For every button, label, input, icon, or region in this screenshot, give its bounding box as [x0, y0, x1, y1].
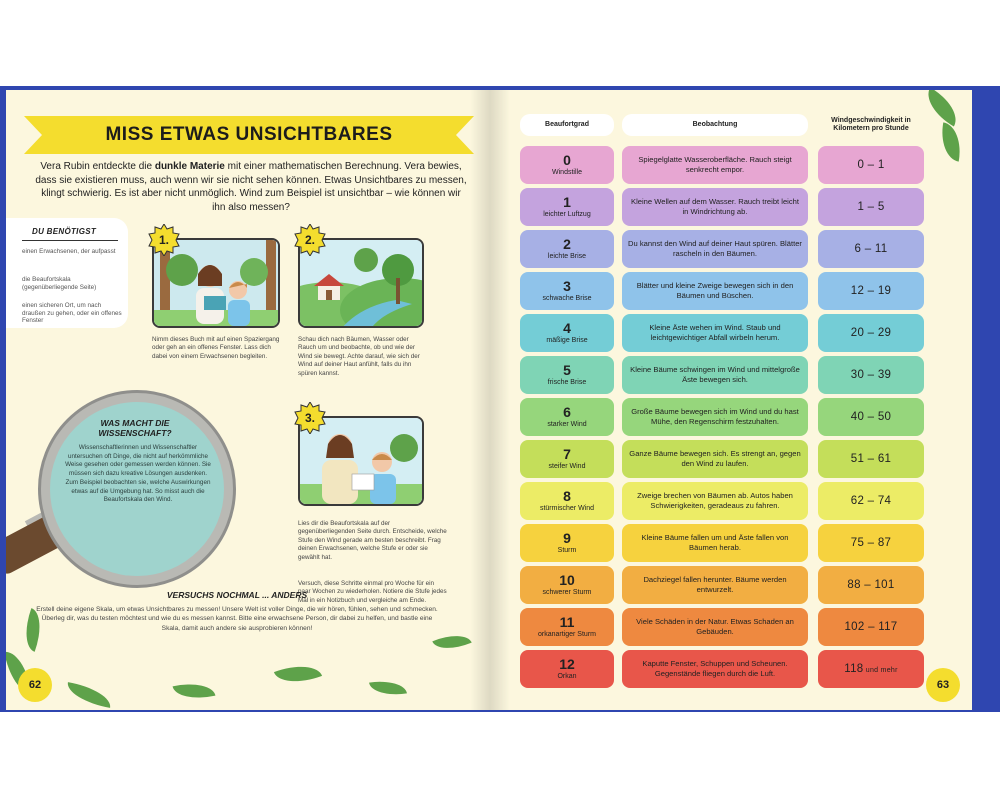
wind-speed-range: 75 – 87 [850, 537, 892, 549]
observation-cell [622, 482, 808, 520]
wind-speed-range: 20 – 29 [850, 327, 892, 339]
beaufort-grade-cell [520, 440, 614, 478]
beaufort-grade-number: 10 [559, 572, 575, 588]
wind-speed-cell [818, 314, 924, 352]
wind-speed-cell [818, 398, 924, 436]
beaufort-grade-number: 2 [563, 236, 571, 252]
beaufort-grade-name: schwerer Sturm [542, 589, 592, 596]
observation-cell [622, 230, 808, 268]
step-2-text: Schau dich nach Bäumen, Wasser oder Rauch um und beobachte, ob und wie der Wind sie bewegt. Achte darauf, wie sich der Wind auf deiner Haut anfühlt, falls du ihn spüren kannst. [298, 336, 420, 377]
leaf-decoration [919, 90, 965, 127]
beaufort-grade-number: 3 [563, 278, 571, 294]
wind-speed-value [857, 201, 884, 213]
wind-speed-range: 118 [844, 663, 864, 675]
beaufort-grade-number: 9 [563, 530, 571, 546]
leaf-decoration [274, 657, 322, 691]
page-number-left: 62 [18, 668, 52, 702]
observation-cell [622, 272, 808, 310]
observation-cell [622, 398, 808, 436]
wind-speed-value [844, 621, 897, 633]
header-observation: Beobachtung [622, 114, 808, 136]
beaufort-grade-cell [520, 566, 614, 604]
observation-text: Dachziegel fallen herunter. Bäume werden entwurzelt. [643, 575, 787, 594]
step-3-text: Lies dir die Beaufortskala auf der gegenüberliegenden Seite durch. Entscheide, welche Stufe den Wind gerade am besten beschreibt. Frag deinen Erwachsenen, welche Stufe er oder sie gewählt hat. [298, 520, 447, 561]
page-number-right: 63 [926, 668, 960, 702]
observation-text: Zweige brechen von Bäumen ab. Autos haben Schwierigkeiten, geradeaus zu fahren. [637, 491, 793, 510]
leaf-decoration [369, 678, 407, 699]
step-3-number: 3. [304, 411, 315, 425]
beaufort-grade-name: steifer Wind [548, 463, 586, 470]
wind-speed-range: 30 – 39 [850, 369, 892, 381]
step-1-number: 1. [158, 233, 169, 247]
beaufort-grade-number: 4 [563, 320, 571, 336]
observation-cell [622, 440, 808, 478]
science-text: Wissenschaftlerinnen und Wissenschaftler untersuchen oft Dinge, die nicht auf herkömmliche Weise gesehen oder gemessen werden können. Sie müssen sich dazu kreative Lösungen ausdenken. Zum Beispiel beobachten sie, welche Auswirkungen etwas auf die Umgebung hat. So misst auch die Beaufortskala den Wind. [65, 444, 211, 504]
beaufort-grade-cell [520, 272, 614, 310]
observation-text: Kleine Bäume schwingen im Wind und mittelgroße Äste bewegen sich. [630, 365, 800, 384]
wind-speed-value [851, 411, 891, 423]
left-page [6, 90, 490, 710]
observation-text: Kleine Wellen auf dem Wasser. Rauch treibt leicht in Windrichtung ab. [631, 197, 799, 216]
wind-speed-range: 51 – 61 [850, 453, 892, 465]
needs-item: einen sicheren Ort, um nach draußen zu gehen, oder ein offenes Fenster [22, 302, 122, 325]
wind-speed-cell [818, 482, 924, 520]
wind-speed-cell [818, 230, 924, 268]
wind-speed-range: 0 – 1 [857, 159, 885, 171]
beaufort-grade-cell [520, 188, 614, 226]
book-gutter [470, 90, 510, 710]
beaufort-grade-name: Sturm [557, 547, 577, 554]
observation-text: Spiegelglatte Wasseroberfläche. Rauch steigt senkrecht empor. [638, 155, 792, 174]
observation-cell [622, 356, 808, 394]
beaufort-grade-cell [520, 482, 614, 520]
wind-speed-cell [818, 608, 924, 646]
intro-part-2: mit einer mathematischen Berechnung. Vera bewies, dass sie existieren muss, auch wenn wir sie nicht sehen können. Etwas Unsichtbares zu messen, klingt schwierig. Es ist aber nicht unmöglich. Wind zum Beispiel ist unsichtbar – wie können wir ihn also messen? [35, 161, 467, 213]
wind-speed-cell [818, 440, 924, 478]
beaufort-grade-cell [520, 608, 614, 646]
beaufort-grade-name: leichte Brise [547, 253, 587, 260]
wind-speed-value [851, 537, 891, 549]
observation-cell [622, 608, 808, 646]
intro-part-1: Vera Rubin entdeckte die [40, 161, 155, 172]
intro-text [34, 160, 468, 214]
observation-text: Kleine Äste wehen im Wind. Staub und leichtgewichtiger Abfall wirbeln herum. [649, 323, 781, 342]
leaf-decoration [65, 682, 113, 708]
beaufort-grade-number: 0 [563, 152, 571, 168]
intro-bold: dunkle Materie [154, 161, 225, 172]
header-beaufort-grade: Beaufortgrad [520, 114, 614, 136]
step-2-badge [294, 224, 326, 256]
leaf-decoration [937, 122, 965, 161]
wind-speed-value [855, 243, 888, 255]
wind-speed-cell [818, 650, 924, 688]
beaufort-grade-number: 5 [563, 362, 571, 378]
wind-speed-value [851, 327, 891, 339]
beaufort-grade-cell [520, 230, 614, 268]
observation-text: Kaputte Fenster, Schuppen und Scheunen. Gegenstände fliegen durch die Luft. [642, 659, 788, 678]
beaufort-grade-name: leichter Luftzug [543, 211, 591, 218]
wind-speed-value [847, 579, 894, 591]
wind-speed-range: 12 – 19 [850, 285, 892, 297]
beaufort-grade-number: 11 [559, 614, 575, 630]
needs-item: die Beaufortskala (gegenüberliegende Seite) [22, 276, 97, 291]
needs-divider [22, 240, 118, 241]
wind-speed-range: 1 – 5 [857, 201, 885, 213]
observation-cell [622, 566, 808, 604]
beaufort-grade-number: 12 [559, 656, 575, 672]
wind-speed-cell [818, 356, 924, 394]
step-1-text: Nimm dieses Buch mit auf einen Spaziergang oder geh an ein offenes Fenster. Lass dich dabei von einem Erwachsenen begleiten. [152, 336, 280, 360]
observation-cell [622, 314, 808, 352]
beaufort-grade-number: 7 [563, 446, 571, 462]
beaufort-grade-cell [520, 146, 614, 184]
science-title: WAS MACHT DIE WISSENSCHAFT? [98, 418, 172, 438]
beaufort-grade-name: Orkan [557, 673, 577, 680]
wind-speed-cell [818, 146, 924, 184]
wind-speed-value [851, 369, 891, 381]
observation-text: Große Bäume bewegen sich im Wind und du hast Mühe, den Regenschirm festzuhalten. [631, 407, 799, 426]
beaufort-grade-cell [520, 524, 614, 562]
beaufort-grade-cell [520, 356, 614, 394]
page-title: MISS ETWAS UNSICHTBARES [105, 124, 393, 145]
beaufort-grade-number: 1 [563, 194, 571, 210]
try-again-title: VERSUCHS NOCHMAL ... ANDERS [166, 590, 308, 600]
wind-speed-cell [818, 188, 924, 226]
step-3-badge [294, 402, 326, 434]
wind-speed-unit: und mehr [863, 667, 898, 674]
observation-text: Viele Schäden in der Natur. Etwas Schaden an Gebäuden. [636, 617, 794, 636]
beaufort-grade-number: 8 [563, 488, 571, 504]
observation-text: Kleine Bäume fallen um und Äste fallen von Bäumen herab. [641, 533, 789, 552]
step-1-badge [148, 224, 180, 256]
wind-speed-range: 62 – 74 [850, 495, 892, 507]
beaufort-grade-cell [520, 314, 614, 352]
observation-cell [622, 650, 808, 688]
observation-cell [622, 188, 808, 226]
observation-text: Blätter und kleine Zweige bewegen sich in den Bäumen und Büschen. [636, 281, 794, 300]
observation-text: Du kannst den Wind auf deiner Haut spüren. Blätter rascheln in den Bäumen. [628, 239, 802, 258]
wind-speed-range: 102 – 117 [844, 621, 898, 633]
observation-text: Ganze Bäume bewegen sich. Es strengt an, gegen den Wind zu laufen. [629, 449, 801, 468]
beaufort-grade-cell [520, 398, 614, 436]
wind-speed-cell [818, 272, 924, 310]
leaf-decoration [173, 678, 216, 704]
beaufort-grade-name: orkanartiger Sturm [538, 631, 596, 638]
wind-speed-range: 88 – 101 [847, 579, 895, 591]
beaufort-grade-name: mäßige Brise [546, 337, 588, 344]
wind-speed-cell [818, 566, 924, 604]
beaufort-grade-cell [520, 650, 614, 688]
observation-cell [622, 146, 808, 184]
try-again-text: Erstell deine eigene Skala, um etwas Unsichtbares zu messen! Unsere Welt ist voller Dinge, die wir hören, fühlen, sehen und schmecken. Überleg dir, was du testen möchtest und wie du es messen kannst. Bitte eine erwachsene Person, dir dabei zu helfen, und bastle eine Skala, damit auch andere sie ausprobieren können! [36, 606, 438, 632]
needs-title: DU BENÖTIGST [32, 227, 97, 236]
needs-item: einen Erwachsenen, der aufpasst [22, 248, 116, 255]
beaufort-grade-name: Windstille [552, 169, 582, 176]
wind-speed-value [851, 453, 891, 465]
wind-speed-value [851, 285, 891, 297]
observation-cell [622, 524, 808, 562]
beaufort-grade-number: 6 [563, 404, 571, 420]
wind-speed-range: 6 – 11 [854, 243, 888, 255]
wind-speed-value [844, 663, 897, 675]
step-3-text-2: Versuch, diese Schritte einmal pro Woche für ein paar Wochen zu wiederholen. Notiere die Stufe jedes Mal in ein Notizbuch und vergleiche am Ende. [298, 580, 447, 604]
beaufort-grade-name: starker Wind [547, 421, 587, 428]
beaufort-grade-name: schwache Brise [542, 295, 592, 302]
wind-speed-cell [818, 524, 924, 562]
beaufort-grade-name: stürmischer Wind [539, 505, 595, 512]
step-2-number: 2. [304, 233, 315, 247]
right-page [490, 90, 972, 710]
header-wind-speed: Windgeschwindigkeit in Kilometern pro Stunde [831, 116, 911, 132]
beaufort-grade-name: frische Brise [547, 379, 587, 386]
wind-speed-value [851, 495, 891, 507]
wind-speed-range: 40 – 50 [850, 411, 892, 423]
wind-speed-value [857, 159, 884, 171]
